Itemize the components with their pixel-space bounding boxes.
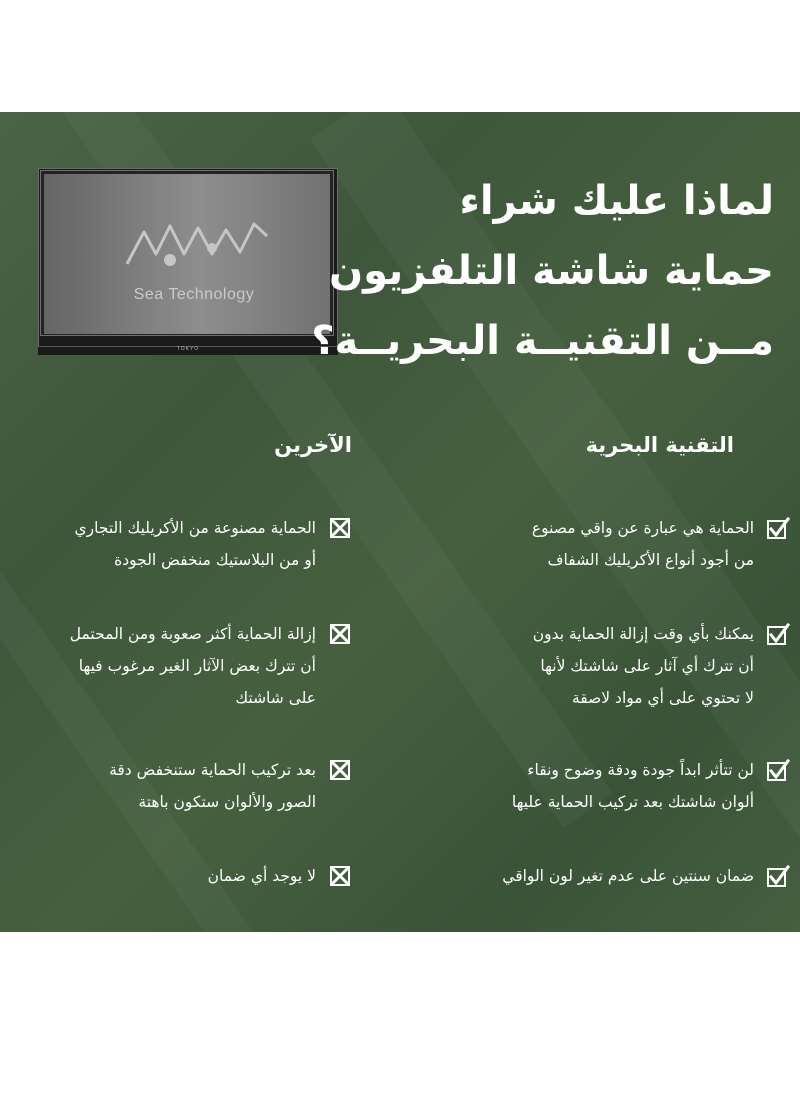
title-line: مــن التقنيــة البحريــة؟ [311, 318, 774, 364]
x-box-icon [328, 622, 352, 646]
item-text: يمكنك بأي وقت إزالة الحماية بدون أن تترك أي آثار على شاشتك لأنها لا تحتوي على أي مواد لاصقة [532, 625, 754, 707]
tv-brand: TOKYO [176, 346, 200, 352]
item-text: لن تتأثر ابداً جودة ودقة وضوح ونقاء ألوان شاشتك بعد تركيب الحماية عليها [511, 761, 754, 811]
item-text: الحماية مصنوعة من الأكريليك التجاري أو من البلاستيك منخفض الجودة [74, 519, 316, 569]
comparison-panel [0, 112, 800, 932]
item-text: ضمان سنتين على عدم تغير لون الواقي [502, 867, 754, 885]
item-text: لا يوجد أي ضمان [207, 867, 316, 885]
column-header: التقنية البحرية [585, 433, 734, 457]
x-box-icon [328, 864, 352, 888]
item-text: إزالة الحماية أكثر صعوبة ومن المحتمل أن تترك بعض الآثار الغير مرغوب فيها على شاشتك [69, 625, 316, 707]
title-line: حماية شاشة التلفزيون [328, 248, 774, 294]
title-line: لماذا عليك شراء [459, 178, 774, 224]
column-header: الآخرين [274, 433, 352, 457]
check-box-icon [766, 622, 790, 646]
others-column [7, 112, 352, 932]
item-text: بعد تركيب الحماية ستنخفض دقة الصور والألوان ستكون باهتة [109, 761, 316, 811]
check-box-icon [766, 864, 790, 888]
x-box-icon [328, 758, 352, 782]
check-box-icon [766, 758, 790, 782]
item-text: الحماية هي عبارة عن واقي مصنوع من أجود أنواع الأكريليك الشفاف [531, 519, 754, 569]
x-box-icon [328, 516, 352, 540]
sea-technology-column [420, 112, 790, 932]
logo-text: Sea Technology [133, 286, 255, 303]
check-box-icon [766, 516, 790, 540]
